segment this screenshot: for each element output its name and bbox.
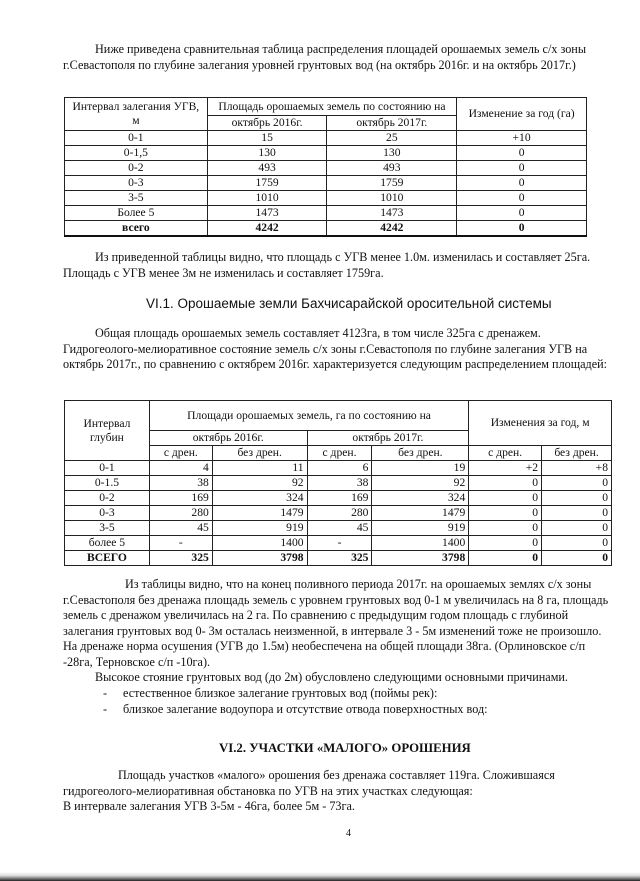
paragraph-after-table2: Из таблицы видно, что на конец поливного периода 2017г. на орошаемых землях с/х зоны г.Севастополя без дренажа площадь земель с уровнем грунтовых вод 0-1 м увеличилась на 8 га, площадь земель с дренажом увеличилась на 2 га. По сравнению с предыдущим годом площадь с глубиной залегания грунтовых вод 0- 3м осталась неизменной, в интервале 3 - 5м изменений тоже не произошло. На дренаже норма осушения (УГВ до 1.5м) необеспечена на общей площади 38га. (Орлиновское с/п -28га, Терновское с/п -10га). [63, 577, 609, 669]
t2-cell: 6 [307, 461, 372, 476]
t2-cell: 1400 [212, 536, 307, 551]
t2-header-interval: Интервал глубин [65, 401, 150, 461]
t2-total-cell: 3798 [212, 551, 307, 566]
t2-header-with-drain: с дрен. [149, 446, 212, 461]
t2-cell: 0 [469, 491, 542, 506]
t1-cell: 0-1,5 [65, 146, 208, 161]
table-total-row [65, 221, 587, 237]
t1-cell: 0 [457, 146, 587, 161]
t2-cell: 0 [542, 536, 612, 551]
t2-cell: 11 [212, 461, 307, 476]
t2-cell: 4 [149, 461, 212, 476]
t2-cell: 0 [542, 476, 612, 491]
t2-cell: +8 [542, 461, 612, 476]
t1-cell: 3-5 [65, 191, 208, 206]
section-heading-vi-1: VI.1. Орошаемые земли Бахчисарайской оросительной системы [146, 296, 552, 311]
t2-cell: 280 [149, 506, 212, 521]
t2-total-cell: 3798 [372, 551, 469, 566]
t1-cell: 493 [207, 161, 327, 176]
t2-cell: 92 [372, 476, 469, 491]
t1-cell: 1010 [207, 191, 327, 206]
t2-header-change: Изменения за год, м [469, 401, 612, 446]
t2-cell: 0 [542, 491, 612, 506]
t1-header-oct2016: октябрь 2016г. [207, 116, 327, 131]
t2-cell: 0-1.5 [65, 476, 150, 491]
t1-header-change: Изменение за год (га) [457, 98, 587, 131]
t2-cell: 0 [469, 521, 542, 536]
t1-header-oct2017: октябрь 2017г. [327, 116, 457, 131]
t2-total-cell: 325 [307, 551, 372, 566]
t2-cell: +2 [469, 461, 542, 476]
t2-cell: 0 [469, 506, 542, 521]
t2-cell: 1479 [372, 506, 469, 521]
table-row [65, 461, 612, 476]
t1-total-cell: 4242 [327, 221, 457, 237]
groundwater-table-2016-2017 [64, 97, 587, 237]
t1-cell: 0-3 [65, 176, 208, 191]
t1-cell: +10 [457, 131, 587, 146]
t2-cell: 919 [212, 521, 307, 536]
t1-cell: Более 5 [65, 206, 208, 221]
table-row [65, 176, 587, 191]
table-total-row [65, 551, 612, 566]
bullet-text: естественное близкое залегание грунтовых вод (поймы рек): [123, 686, 438, 700]
t2-total-cell: 325 [149, 551, 212, 566]
t1-cell: 25 [327, 131, 457, 146]
t1-cell: 0 [457, 161, 587, 176]
t2-total-cell: ВСЕГО [65, 551, 150, 566]
t2-header-with-drain: с дрен. [469, 446, 542, 461]
t1-cell: 0 [457, 176, 587, 191]
t1-cell: 0 [457, 191, 587, 206]
t2-header-with-drain: с дрен. [307, 446, 372, 461]
t2-header-without-drain: без дрен. [542, 446, 612, 461]
t2-cell: 0 [542, 506, 612, 521]
table-row [65, 506, 612, 521]
table-row [65, 161, 587, 176]
t1-total-cell: 4242 [207, 221, 327, 237]
t1-total-cell: всего [65, 221, 208, 237]
page-number: 4 [346, 828, 351, 839]
paragraph-after-table1: Из приведенной таблицы видно, что площадь с УГВ менее 1.0м. изменилась и составляет 25га. Площадь с УГВ менее 3м не изменилась и составляет 1759га. [63, 250, 591, 280]
t2-total-cell: 0 [542, 551, 612, 566]
t2-header-without-drain: без дрен. [212, 446, 307, 461]
table-row [65, 206, 587, 221]
t2-header-oct2016: октябрь 2016г. [149, 431, 307, 446]
t2-cell: 280 [307, 506, 372, 521]
t2-cell: 169 [307, 491, 372, 506]
t2-cell: 324 [212, 491, 307, 506]
paragraph-table2-intro: Общая площадь орошаемых земель составляет 4123га, в том числе 325га с дренажем. Гидрогеолого-мелиоративное состояние земель с/х зоны г.Севастополя по глубине залегания УГВ на октябрь 2017г., по сравнению с октябрем 2016г. характеризуется следующим распределением площадей: [63, 326, 608, 371]
t2-cell: 38 [149, 476, 212, 491]
t1-header-area: Площадь орошаемых земель по состоянию на [207, 98, 456, 116]
t1-cell: 493 [327, 161, 457, 176]
paragraph-small-irrigation: Площадь участков «малого» орошения без дренажа составляет 119га. Сложившаяся гидрогеолого-мелиоративная обстановка по УГВ на этих участках следующая: [63, 768, 555, 798]
t1-cell: 1759 [207, 176, 327, 191]
t2-cell: 45 [149, 521, 212, 536]
table-row [65, 146, 587, 161]
t2-cell: 0-3 [65, 506, 150, 521]
t2-cell: 0 [469, 476, 542, 491]
t2-header-without-drain: без дрен. [372, 446, 469, 461]
table-row [65, 536, 612, 551]
table-row [65, 491, 612, 506]
t1-cell: 15 [207, 131, 327, 146]
t2-cell: 1400 [372, 536, 469, 551]
table-row [65, 521, 612, 536]
paragraph-reasons: Высокое стояние грунтовых вод (до 2м) обусловлено следующими основными причинами. [95, 670, 568, 684]
t2-cell: 45 [307, 521, 372, 536]
t1-total-cell: 0 [457, 221, 587, 237]
t1-cell: 1473 [207, 206, 327, 221]
t2-header-oct2017: октябрь 2017г. [307, 431, 469, 446]
table-row [65, 191, 587, 206]
t1-cell: 0-1 [65, 131, 208, 146]
section-heading-vi-2: VI.2. УЧАСТКИ «МАЛОГО» ОРОШЕНИЯ [219, 741, 471, 755]
t1-cell: 1759 [327, 176, 457, 191]
t1-cell: 0 [457, 206, 587, 221]
t1-cell: 130 [327, 146, 457, 161]
t2-cell: 1479 [212, 506, 307, 521]
t2-cell: 0-2 [65, 491, 150, 506]
t2-cell: 0 [469, 536, 542, 551]
t2-cell: - [307, 536, 372, 551]
t2-cell: 324 [372, 491, 469, 506]
t2-cell: 0 [542, 521, 612, 536]
t2-cell: 3-5 [65, 521, 150, 536]
t1-cell: 0-2 [65, 161, 208, 176]
t1-cell: 130 [207, 146, 327, 161]
table-row [65, 476, 612, 491]
bullet-dash: - [103, 702, 108, 716]
t2-total-cell: 0 [469, 551, 542, 566]
t2-header-area: Площади орошаемых земель, га по состоянию на [149, 401, 468, 431]
t1-cell: 1010 [327, 191, 457, 206]
t2-cell: 0-1 [65, 461, 150, 476]
bullet-dash: - [103, 686, 108, 700]
t2-cell: 92 [212, 476, 307, 491]
t2-cell: более 5 [65, 536, 150, 551]
paragraph-small-irrigation-intervals: В интервале залегания УГВ 3-5м - 46га, более 5м - 73га. [63, 799, 355, 813]
table-row [65, 131, 587, 146]
t2-cell: 919 [372, 521, 469, 536]
intro-paragraph: Ниже приведена сравнительная таблица распределения площадей орошаемых земель с/х зоны г.Севастополя по глубине залегания уровней грунтовых вод (на октябрь 2016г. и на октябрь 2017г.) [63, 42, 587, 72]
t2-cell: 19 [372, 461, 469, 476]
t1-header-interval: Интервал залегания УГВ, м [65, 98, 208, 131]
t2-cell: - [149, 536, 212, 551]
t2-cell: 169 [149, 491, 212, 506]
drained-land-table [64, 400, 612, 566]
t1-cell: 1473 [327, 206, 457, 221]
scan-bottom-edge [0, 872, 640, 881]
bullet-text: близкое залегание водоупора и отсутствие отвода поверхностных вод: [123, 702, 488, 716]
t2-cell: 38 [307, 476, 372, 491]
